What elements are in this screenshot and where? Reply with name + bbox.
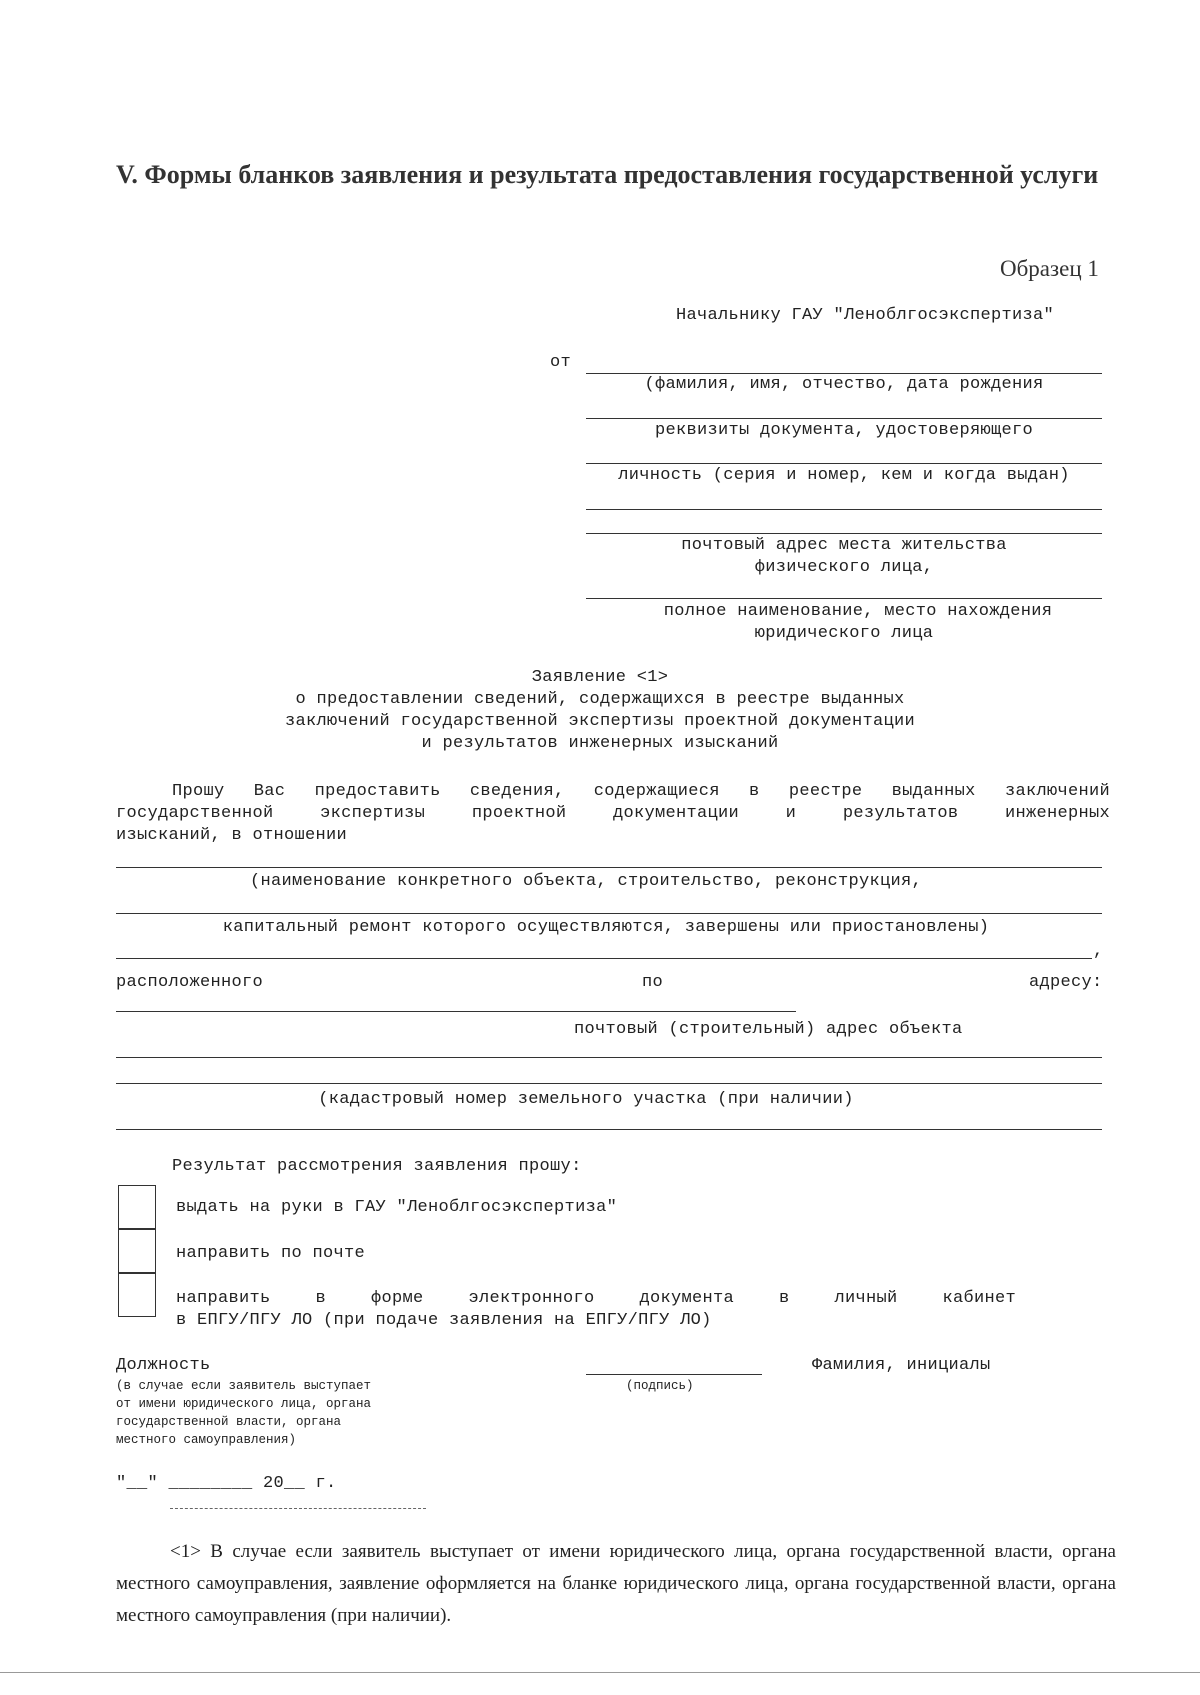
body-line-1: Прошу Вас предоставить сведения, содержащиеся в реестре выданных заключений [172, 782, 1110, 801]
cadastral-line [116, 1129, 1102, 1130]
body-line-2: государственной экспертизы проектной документации и результатов инженерных [116, 804, 1110, 823]
option-2-checkbox[interactable] [118, 1229, 156, 1273]
sample-label: Образец 1 [1000, 256, 1099, 281]
option-3-label-line-1: направить в форме электронного документа в личный кабинет [176, 1289, 1016, 1308]
date-dashed-rule [170, 1508, 426, 1509]
body-line-3: изысканий, в отношении [116, 826, 348, 845]
option-2-label: направить по почте [176, 1244, 366, 1263]
signature-caption: (подпись) [626, 1379, 694, 1393]
option-1-checkbox[interactable] [118, 1185, 156, 1229]
application-subtitle-2: заключений государственной экспертизы проектной документации [284, 712, 916, 731]
applicant-caption-2: реквизиты документа, удостоверяющего [654, 421, 1034, 440]
signature-line [586, 1374, 762, 1375]
from-label: от [550, 353, 572, 372]
position-note-4: местного самоуправления) [116, 1433, 297, 1447]
applicant-caption-5a: полное наименование, место нахождения [663, 602, 1053, 621]
cadastral-caption: (кадастровый номер земельного участка (при наличии) [318, 1090, 854, 1109]
position-label: Должность [116, 1356, 211, 1375]
name-label: Фамилия, инициалы [812, 1356, 991, 1375]
located-label: расположенного [116, 973, 264, 992]
result-prompt: Результат рассмотрения заявления прошу: [172, 1157, 582, 1176]
object-line-1 [116, 867, 1102, 868]
address-label: адресу: [1029, 973, 1103, 992]
applicant-line-6 [586, 598, 1102, 599]
option-1-label: выдать на руки в ГАУ "Леноблгосэкспертиза" [176, 1198, 618, 1217]
applicant-line-4 [586, 509, 1102, 510]
position-note-2: от имени юридического лица, органа [116, 1397, 372, 1411]
applicant-caption-1: (фамилия, имя, отчество, дата рождения [644, 375, 1044, 394]
page-bottom-rule [0, 1672, 1200, 1673]
applicant-caption-4a: почтовый адрес места жительства [681, 536, 1007, 555]
applicant-line-5 [586, 533, 1102, 534]
position-note-3: государственной власти, органа [116, 1415, 342, 1429]
object-caption-2: капитальный ремонт которого осуществляются, завершены или приостановлены) [222, 918, 990, 937]
address-caption: почтовый (строительный) адрес объекта [574, 1020, 963, 1039]
object-comma: , [1093, 942, 1104, 961]
option-3-checkbox[interactable] [118, 1273, 156, 1317]
date-line: "__" ________ 20__ г. [116, 1474, 337, 1493]
position-note-1: (в случае если заявитель выступает [116, 1379, 372, 1393]
applicant-line-2 [586, 418, 1102, 419]
address-line-2 [116, 1057, 1102, 1058]
applicant-caption-4b: физического лица, [754, 558, 934, 577]
application-title: Заявление <1> [531, 668, 669, 687]
applicant-caption-5b: юридического лица [754, 624, 934, 643]
object-caption-1: (наименование конкретного объекта, строительство, реконструкция, [249, 872, 923, 891]
address-line-1 [116, 1011, 796, 1012]
footnote: <1> В случае если заявитель выступает от имени юридического лица, органа государственной власти, органа местного самоуправления, заявление оформляется на бланке юридического лица, органа государственной власти, органа местного самоуправления (при наличии). [116, 1541, 1116, 1626]
application-subtitle-1: о предоставлении сведений, содержащихся в реестре выданных [295, 690, 905, 709]
application-subtitle-3: и результатов инженерных изысканий [421, 734, 779, 753]
applicant-caption-3: личность (серия и номер, кем и когда выдан) [618, 466, 1070, 485]
recipient: Начальнику ГАУ "Леноблгосэкспертиза" [676, 306, 1055, 325]
applicant-line-1 [586, 373, 1102, 374]
address-line-3 [116, 1083, 1102, 1084]
section-heading: V. Формы бланков заявления и результата предоставления государственной услуги [116, 160, 1099, 189]
object-line-3 [116, 958, 1092, 959]
object-line-2 [116, 913, 1102, 914]
option-3-label-line-2: в ЕПГУ/ПГУ ЛО (при подаче заявления на ЕПГУ/ПГУ ЛО) [176, 1311, 712, 1330]
applicant-line-3 [586, 463, 1102, 464]
by-label: по [642, 973, 664, 992]
